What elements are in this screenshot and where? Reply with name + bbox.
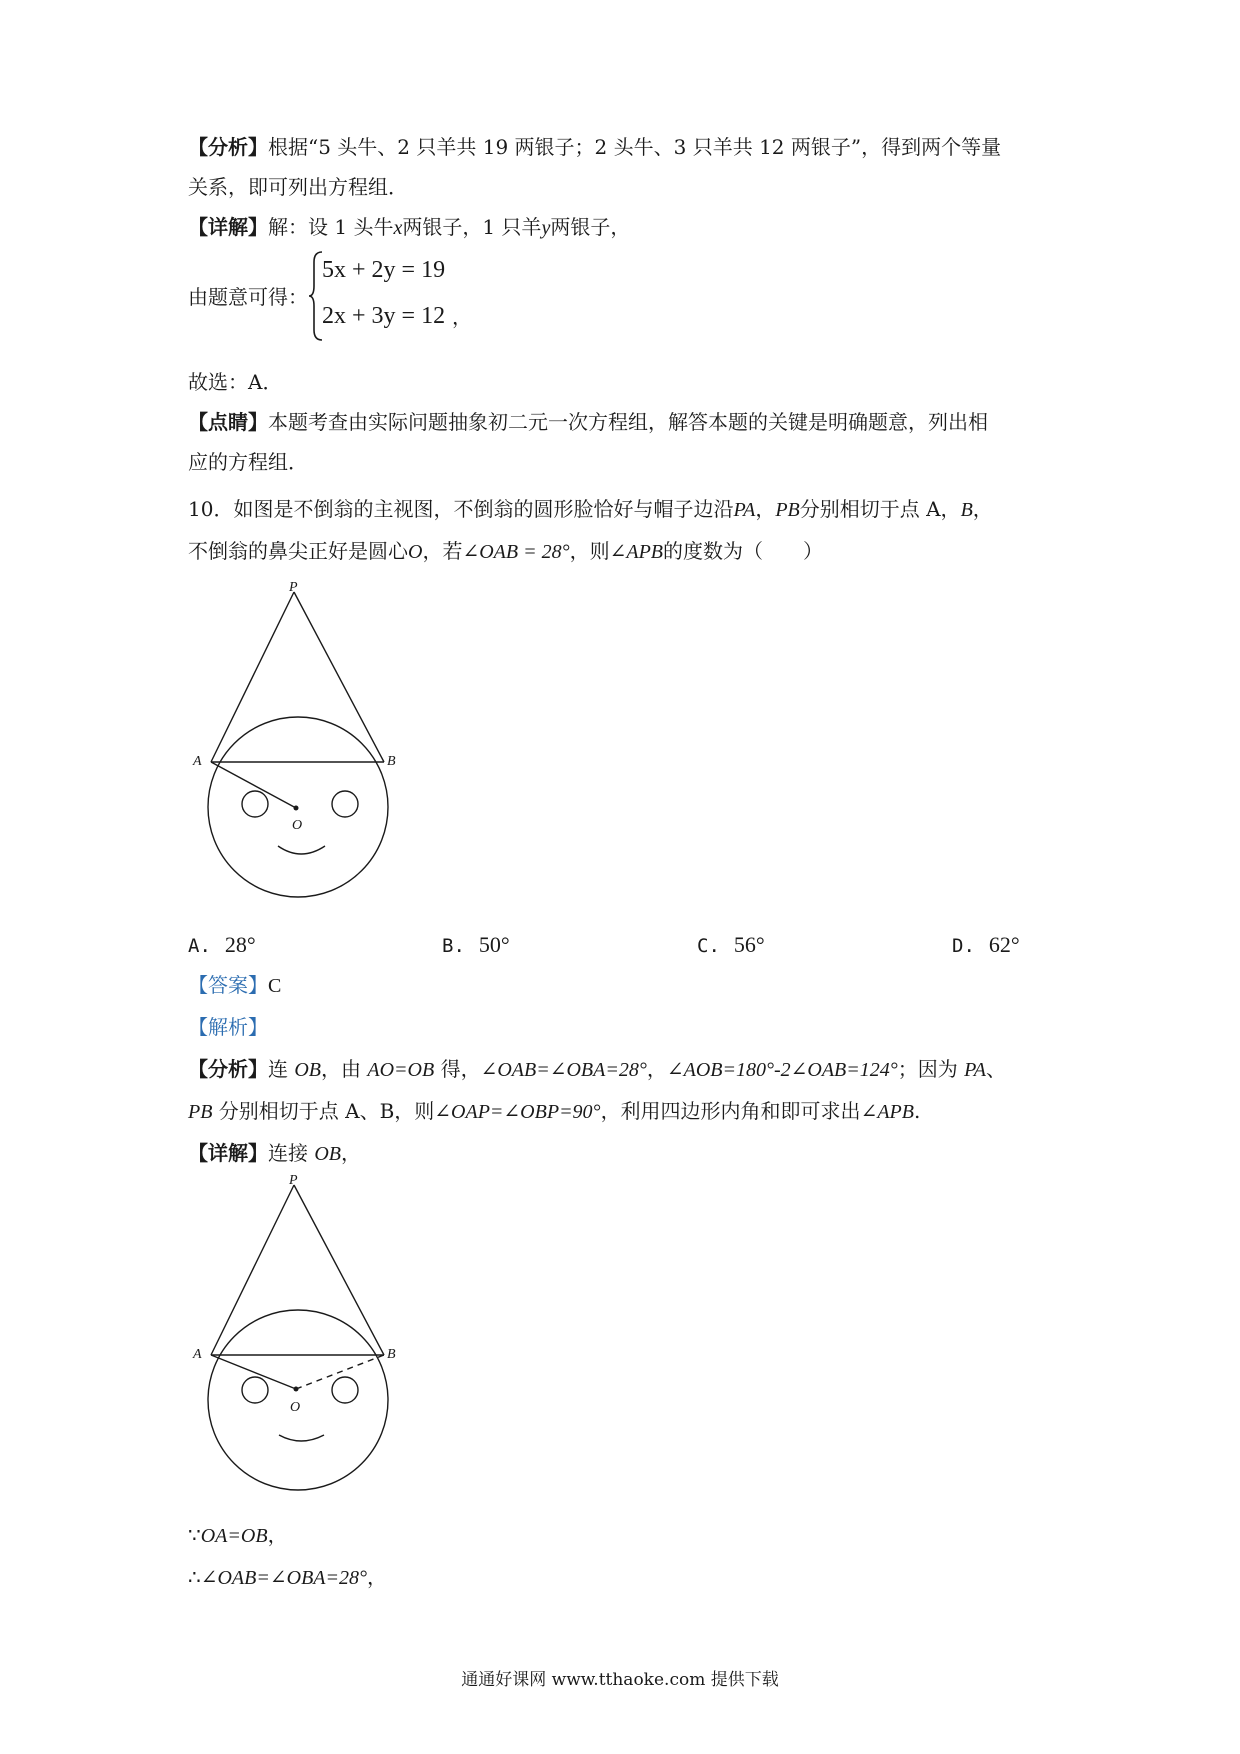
page-footer: 通通好课网 www.tthaoke.com 提供下载 — [461, 1670, 779, 1690]
line-pa — [211, 592, 294, 762]
a2-c: 得， — [434, 1057, 481, 1081]
option-b-key: B. — [442, 935, 465, 957]
option-c-key: C. — [697, 935, 720, 957]
a2-ang1: ∠OAB=∠OBA=28° — [480, 1059, 647, 1081]
detail-tag: 【详解】 — [188, 215, 268, 239]
detail2-tail: ， — [341, 1141, 362, 1165]
label-b-2: B — [387, 1347, 396, 1362]
analysis-line-1 — [188, 132, 1001, 162]
because-symbol: ∵ — [188, 1523, 201, 1547]
smile-2 — [279, 1435, 324, 1441]
q-o: O — [408, 541, 423, 563]
option-c[interactable] — [697, 930, 765, 961]
a2-d: ， — [646, 1057, 667, 1081]
a2-l2ang: ∠OAP=∠OBP=90° — [434, 1101, 601, 1123]
q-post2: 的度数为（ ） — [663, 539, 824, 563]
answer-value: C — [268, 975, 282, 997]
left-eye-2 — [242, 1377, 268, 1403]
comment-line-1 — [188, 407, 988, 437]
detail-mid: 两银子，1 只羊 — [402, 215, 542, 239]
q-mid: 分别相切于点 A， — [799, 497, 961, 521]
a2-f: 、 — [985, 1057, 1006, 1081]
system-intro: 由题意可得： — [188, 285, 308, 309]
option-b[interactable] — [442, 930, 510, 961]
option-a[interactable] — [188, 930, 256, 961]
option-d[interactable] — [952, 930, 1020, 961]
question-line-1 — [188, 494, 993, 525]
equation-tail: ， — [452, 305, 472, 329]
question-text-1: 10．如图是不倒翁的主视图，不倒翁的圆形脸恰好与帽子边沿 — [188, 497, 734, 521]
a2-a: 连 — [268, 1057, 295, 1081]
label-o-2: O — [290, 1400, 301, 1415]
line-pb-2 — [294, 1185, 384, 1355]
line-pb — [294, 592, 384, 762]
analysis2-tag: 【分析】 — [188, 1057, 268, 1081]
q-post: ， — [972, 497, 993, 521]
q-mid2: ，若 — [422, 539, 463, 563]
center-point — [294, 806, 299, 811]
a2-l2ang2: ∠APB — [860, 1101, 914, 1123]
analysis-text-1: 根据“5 头牛、2 只羊共 19 两银子；2 头牛、3 只羊共 12 两银子”，得到两个等量 — [268, 135, 1002, 159]
q-angle: ∠OAB = 28° — [462, 541, 570, 563]
label-b: B — [387, 754, 396, 769]
right-eye — [332, 791, 358, 817]
a2-l2a: 分别相切于点 A、B，则 — [212, 1099, 435, 1123]
detail2-text: 连接 — [268, 1141, 315, 1165]
q-b: B — [960, 499, 973, 521]
therefore-line — [188, 1562, 387, 1593]
a2-l2b: ，利用四边形内角和即可求出 — [600, 1099, 861, 1123]
analysis-line-2 — [188, 172, 408, 202]
because-tail: ， — [267, 1523, 288, 1547]
a2-e: ；因为 — [897, 1057, 965, 1081]
segment-ao-2 — [211, 1355, 296, 1389]
q-angle2: ∠APB — [609, 541, 664, 563]
comment-line-2: 应的方程组． — [188, 450, 308, 474]
detail2-line — [188, 1138, 361, 1169]
label-o: O — [292, 818, 303, 833]
therefore-symbol: ∴ — [188, 1565, 201, 1589]
option-a-key: A. — [188, 935, 211, 957]
comment-text-1: 本题考查由实际问题抽象初二元一次方程组，解答本题的关键是明确题意，列出相 — [268, 410, 988, 434]
segment-ao — [211, 762, 296, 808]
a2-ob: OB — [294, 1059, 322, 1081]
label-p: P — [289, 582, 298, 595]
option-a-value: 28° — [224, 932, 256, 957]
question-text-2: 不倒翁的鼻尖正好是圆心 — [188, 539, 408, 563]
analysis2-line-2 — [188, 1096, 920, 1127]
label-a: A — [193, 754, 202, 769]
left-eye — [242, 791, 268, 817]
a2-pa: PA — [964, 1059, 986, 1081]
line-pa-2 — [211, 1185, 294, 1355]
option-b-value: 50° — [478, 932, 510, 957]
tumbler-figure-1 — [188, 582, 408, 912]
q-mid3: ，则 — [569, 539, 610, 563]
label-p-2: P — [289, 1175, 298, 1188]
var-y: y — [541, 217, 551, 239]
a2-ang2: ∠AOB=180°-2∠OAB=124° — [666, 1059, 898, 1081]
analysis2-line-1 — [188, 1054, 1006, 1085]
var-x: x — [393, 217, 403, 239]
analysis-tag: 【分析】 — [188, 135, 268, 159]
equation-1: 5x + 2y = 19 — [322, 257, 446, 283]
option-c-value: 56° — [733, 932, 765, 957]
q-pa: PA — [733, 499, 756, 521]
detail2-ob: OB — [314, 1143, 342, 1165]
center-point-2 — [294, 1387, 299, 1392]
question-line-2 — [188, 536, 823, 567]
answer-line — [188, 970, 281, 1001]
jiexi-tag: 【解析】 — [188, 1015, 268, 1039]
segment-ob-dashed — [296, 1355, 384, 1389]
therefore-tail: ， — [367, 1565, 387, 1589]
q-sep: ， — [755, 497, 776, 521]
a2-b: ，由 — [321, 1057, 368, 1081]
therefore-text: ∠OAB=∠OBA=28° — [200, 1567, 367, 1589]
equation-2: 2x + 3y = 12 — [322, 303, 446, 329]
right-eye-2 — [332, 1377, 358, 1403]
comment-tag: 【点睛】 — [188, 410, 268, 434]
answer-tag: 【答案】 — [188, 973, 268, 997]
option-d-value: 62° — [988, 932, 1020, 957]
a2-pb: PB — [188, 1101, 213, 1123]
a2-l2c: . — [913, 1099, 921, 1123]
smile — [278, 846, 325, 854]
because-line — [188, 1520, 288, 1551]
detail-pre: 解：设 1 头牛 — [268, 215, 394, 239]
option-d-key: D. — [952, 935, 975, 957]
q-pb: PB — [775, 499, 800, 521]
tumbler-figure-2 — [188, 1175, 408, 1505]
detail-post: 两银子， — [550, 215, 631, 239]
because-text: OA=OB — [200, 1525, 268, 1547]
analysis-text-2: 关系，即可列出方程组． — [188, 175, 408, 199]
choose-line: 故选：A． — [188, 370, 283, 394]
a2-aoob: AO=OB — [367, 1059, 435, 1081]
detail2-tag: 【详解】 — [188, 1141, 268, 1165]
label-a-2: A — [193, 1347, 202, 1362]
detail-line — [188, 212, 630, 243]
